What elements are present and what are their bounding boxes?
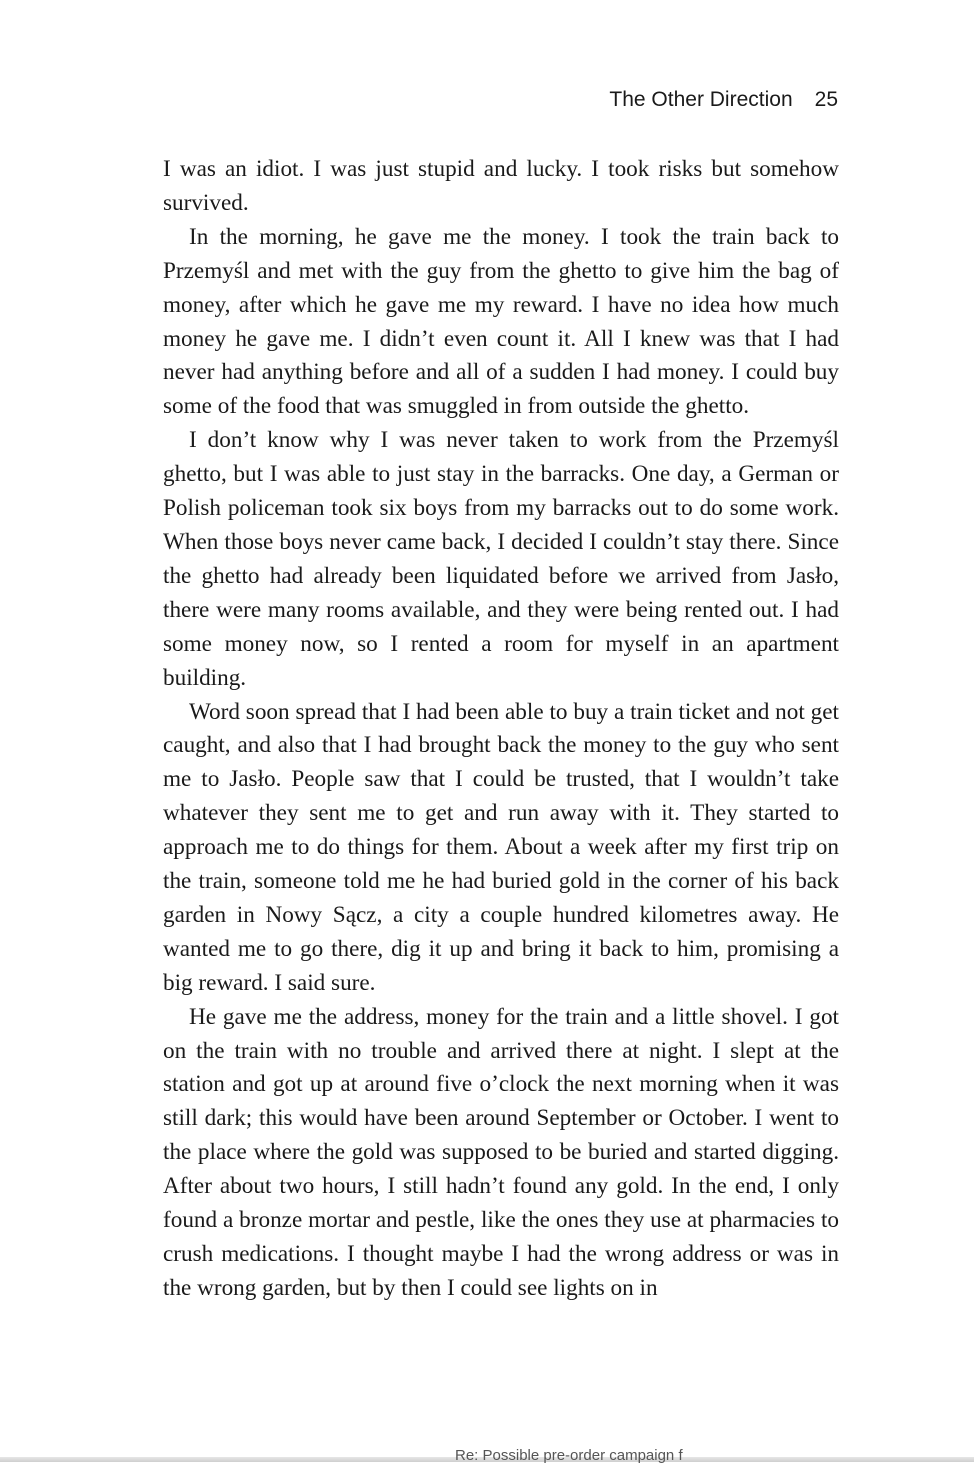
paragraph: Word soon spread that I had been able to buy a train ticket and not get caught, and also that I had brought back the money to the guy who sent me to Jasło. People saw that I could be trusted, that I wouldn’t take whatever they sent me to get and run away with it. They started to approach me to do things for them. About a week after my first trip on the train, someone told me he had buried gold in the corner of his back garden in Nowy Sącz, a city a couple hundred kilometres away. He wanted me to go there, dig it up and bring it back to him, promising a big reward. I said sure.: [163, 698, 839, 996]
paragraph: I don’t know why I was never taken to work from the Przemyśl ghetto, but I was able to just stay in the barracks. One day, a German or Polish policeman took six boys from my barracks out to do some work. When those boys never came back, I decided I couldn’t stay there. Since the ghetto had already been liquidated before we arrived from Jasło, there were many rooms available, and they were being rented out. I had some money now, so I rented a room for myself in an apartment building.: [163, 427, 839, 691]
page-number: 25: [814, 88, 838, 111]
paragraph: In the morning, he gave me the money. I took the train back to Przemyśl and met with the guy from the ghetto to give him the bag of money, after which he gave me my reward. I have no idea how much money he gave me. I didn’t even count it. All I knew was that I had never had anything before and all of a sudden I had money. I could buy some of the food that was smuggled in from outside the ghetto.: [163, 223, 839, 420]
taskbar-item-label[interactable]: Re: Possible pre-order campaign f: [455, 1447, 683, 1464]
chapter-title: The Other Direction: [609, 88, 793, 111]
bottom-taskbar-strip: [0, 1447, 974, 1464]
paragraph: I was an idiot. I was just stupid and lucky. I took risks but somehow survived.: [163, 156, 839, 216]
paragraph: He gave me the address, money for the train and a little shovel. I got on the train with no trouble and arrived there at night. I slept at the station and got up at around five o’clock the next morning when it was still dark; this would have been around September or October. I went to the place where the gold was supposed to be buried and started digging. After about two hours, I still hadn’t found any gold. In the end, I only found a bronze mortar and pestle, like the ones they use at pharmacies to crush medications. I thought maybe I had the wrong address or was in the wrong garden, but by then I could see lights on in: [163, 1003, 839, 1301]
running-head: [609, 88, 838, 112]
body-text: [163, 153, 839, 1306]
